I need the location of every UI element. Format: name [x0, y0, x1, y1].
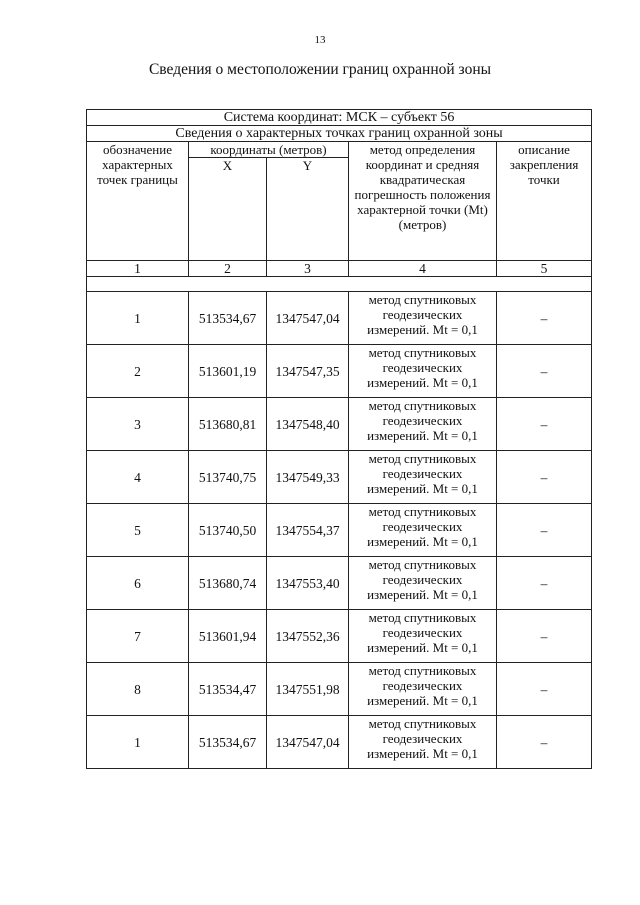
x-cell: 513534,47 — [189, 663, 267, 716]
y-cell: 1347551,98 — [267, 663, 349, 716]
point-cell: 2 — [87, 345, 189, 398]
column-number-4: 4 — [349, 261, 497, 277]
y-cell: 1347552,36 — [267, 610, 349, 663]
method-cell: метод спутниковых геодезических измерений. Mt = 0,1 — [349, 398, 497, 451]
y-cell: 1347547,04 — [267, 716, 349, 769]
column-number-1: 1 — [87, 261, 189, 277]
method-cell: метод спутниковых геодезических измерений. Mt = 0,1 — [349, 663, 497, 716]
method-cell: метод спутниковых геодезических измерений. Mt = 0,1 — [349, 345, 497, 398]
description-cell: – — [497, 292, 592, 345]
coordinate-system-cell: Система координат: МСК – субъект 56 — [87, 110, 592, 126]
point-cell: 7 — [87, 610, 189, 663]
blank-cell — [87, 277, 592, 292]
method-cell: метод спутниковых геодезических измерений. Mt = 0,1 — [349, 610, 497, 663]
table-row — [87, 398, 592, 451]
point-cell: 4 — [87, 451, 189, 504]
description-cell: – — [497, 663, 592, 716]
x-cell: 513680,81 — [189, 398, 267, 451]
y-cell: 1347549,33 — [267, 451, 349, 504]
y-cell: 1347554,37 — [267, 504, 349, 557]
table-row — [87, 504, 592, 557]
y-cell: 1347547,35 — [267, 345, 349, 398]
y-cell: 1347547,04 — [267, 292, 349, 345]
y-cell: 1347548,40 — [267, 398, 349, 451]
method-cell: метод спутниковых геодезических измерений. Mt = 0,1 — [349, 557, 497, 610]
description-cell: – — [497, 716, 592, 769]
document-title: Сведения о местоположении границ охранной зоны — [148, 61, 492, 78]
header-description: описание закрепления точки — [497, 142, 592, 261]
data-rows — [87, 292, 592, 769]
x-cell: 513740,75 — [189, 451, 267, 504]
table-row — [87, 610, 592, 663]
x-cell: 513601,94 — [189, 610, 267, 663]
column-number-5: 5 — [497, 261, 592, 277]
description-cell: – — [497, 557, 592, 610]
x-cell: 513740,50 — [189, 504, 267, 557]
header-y: Y — [267, 158, 349, 261]
table-row — [87, 716, 592, 769]
description-cell: – — [497, 610, 592, 663]
x-cell: 513680,74 — [189, 557, 267, 610]
y-cell: 1347553,40 — [267, 557, 349, 610]
point-cell: 6 — [87, 557, 189, 610]
point-cell: 8 — [87, 663, 189, 716]
point-cell: 1 — [87, 292, 189, 345]
header-x: X — [189, 158, 267, 261]
description-cell: – — [497, 504, 592, 557]
table-row — [87, 292, 592, 345]
column-number-2: 2 — [189, 261, 267, 277]
table-row — [87, 663, 592, 716]
point-cell: 5 — [87, 504, 189, 557]
method-cell: метод спутниковых геодезических измерений. Mt = 0,1 — [349, 504, 497, 557]
method-cell: метод спутниковых геодезических измерений. Mt = 0,1 — [349, 451, 497, 504]
x-cell: 513534,67 — [189, 292, 267, 345]
section-title-cell: Сведения о характерных точках границ охранной зоны — [87, 126, 592, 142]
description-cell: – — [497, 451, 592, 504]
blank-row — [87, 277, 592, 292]
x-cell: 513534,67 — [189, 716, 267, 769]
method-cell: метод спутниковых геодезических измерений. Mt = 0,1 — [349, 292, 497, 345]
method-cell: метод спутниковых геодезических измерений. Mt = 0,1 — [349, 716, 497, 769]
description-cell: – — [497, 345, 592, 398]
header-point: обозначение характерных точек границы — [87, 142, 189, 261]
boundary-points-table — [86, 109, 592, 769]
header-coords: координаты (метров) — [189, 142, 349, 158]
x-cell: 513601,19 — [189, 345, 267, 398]
point-cell: 3 — [87, 398, 189, 451]
column-number-3: 3 — [267, 261, 349, 277]
table-row — [87, 345, 592, 398]
header-method: метод определения координат и средняя квадратическая погрешность положения характерной точки (Mt) (метров) — [349, 142, 497, 261]
table-row — [87, 557, 592, 610]
column-number-row — [87, 261, 592, 277]
point-cell: 1 — [87, 716, 189, 769]
page-number: 13 — [314, 34, 326, 46]
description-cell: – — [497, 398, 592, 451]
table-row — [87, 451, 592, 504]
